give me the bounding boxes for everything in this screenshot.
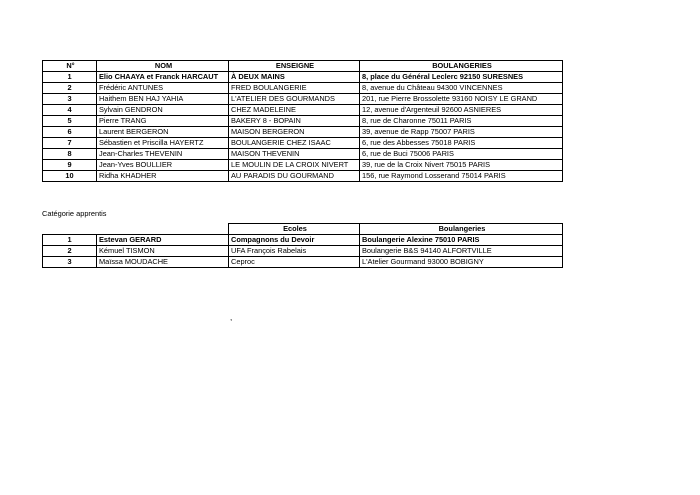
row-number: 3: [43, 257, 97, 268]
row-nom: Pierre TRANG: [97, 116, 229, 127]
row-boulangerie: 201, rue Pierre Brossolette 93160 NOISY LE GRAND: [360, 94, 563, 105]
header-nom: NOM: [97, 61, 229, 72]
row-boulangerie: L'Atelier Gourmand 93000 BOBIGNY: [360, 257, 563, 268]
row-number: 3: [43, 94, 97, 105]
header-boulangeries: BOULANGERIES: [360, 61, 563, 72]
row-ecole: Compagnons du Devoir: [229, 235, 360, 246]
table-row: [43, 138, 563, 149]
table-row: [43, 83, 563, 94]
row-boulangerie: 8, rue de Charonne 75011 PARIS: [360, 116, 563, 127]
header-boulangeries: Boulangeries: [360, 224, 563, 235]
table-row: [43, 235, 563, 246]
row-number: 2: [43, 83, 97, 94]
row-boulangerie: 39, avenue de Rapp 75007 PARIS: [360, 127, 563, 138]
row-enseigne: BOULANGERIE CHEZ ISAAC: [229, 138, 360, 149]
row-nom: Kémuel TISMON: [97, 246, 229, 257]
row-boulangerie: 6, rue de Buci 75006 PARIS: [360, 149, 563, 160]
row-boulangerie: 8, place du Général Leclerc 92150 SURESNES: [360, 72, 563, 83]
row-enseigne: MAISON THEVENIN: [229, 149, 360, 160]
row-boulangerie: 39, rue de la Croix Nivert 75015 PARIS: [360, 160, 563, 171]
row-boulangerie: 156, rue Raymond Losserand 75014 PARIS: [360, 171, 563, 182]
row-number: 5: [43, 116, 97, 127]
row-enseigne: FRED BOULANGERIE: [229, 83, 360, 94]
table-row: [43, 171, 563, 182]
row-nom: Sylvain GENDRON: [97, 105, 229, 116]
stray-mark: ,: [230, 313, 233, 322]
row-nom: Elio CHAAYA et Franck HARCAUT: [97, 72, 229, 83]
row-enseigne: MAISON BERGERON: [229, 127, 360, 138]
row-enseigne: CHEZ MADELEINE: [229, 105, 360, 116]
apprentis-table: [42, 223, 563, 268]
row-boulangerie: Boulangerie B&S 94140 ALFORTVILLE: [360, 246, 563, 257]
row-boulangerie: 8, avenue du Château 94300 VINCENNES: [360, 83, 563, 94]
row-nom: Estevan GERARD: [97, 235, 229, 246]
row-number: 1: [43, 72, 97, 83]
table-row: [43, 127, 563, 138]
table-row: [43, 246, 563, 257]
row-ecole: UFA François Rabelais: [229, 246, 360, 257]
row-number: 2: [43, 246, 97, 257]
row-boulangerie: 6, rue des Abbesses 75018 PARIS: [360, 138, 563, 149]
row-enseigne: L'ATELIER DES GOURMANDS: [229, 94, 360, 105]
row-ecole: Ceproc: [229, 257, 360, 268]
table-row: [43, 72, 563, 83]
row-number: 1: [43, 235, 97, 246]
row-nom: Laurent BERGERON: [97, 127, 229, 138]
winners-table: [42, 60, 563, 182]
row-nom: Ridha KHADHER: [97, 171, 229, 182]
row-nom: Jean-Yves BOULLIER: [97, 160, 229, 171]
table-row: [43, 116, 563, 127]
row-boulangerie: Boulangerie Alexine 75010 PARIS: [360, 235, 563, 246]
row-boulangerie: 12, avenue d'Argenteuil 92600 ASNIERES: [360, 105, 563, 116]
row-enseigne: À DEUX MAINS: [229, 72, 360, 83]
table-row: [43, 105, 563, 116]
row-number: 8: [43, 149, 97, 160]
row-enseigne: AU PARADIS DU GOURMAND: [229, 171, 360, 182]
header-blank: [97, 224, 229, 235]
table-row: [43, 149, 563, 160]
row-nom: Jean-Charles THEVENIN: [97, 149, 229, 160]
apprentis-category-label: Catégorie apprentis: [42, 209, 107, 218]
row-number: 9: [43, 160, 97, 171]
row-nom: Haithem BEN HAJ YAHIA: [97, 94, 229, 105]
table-header-row: [43, 61, 563, 72]
row-number: 7: [43, 138, 97, 149]
header-blank: [43, 224, 97, 235]
row-enseigne: LE MOULIN DE LA CROIX NIVERT: [229, 160, 360, 171]
row-number: 4: [43, 105, 97, 116]
header-enseigne: ENSEIGNE: [229, 61, 360, 72]
table-row: [43, 94, 563, 105]
row-nom: Frédéric ANTUNES: [97, 83, 229, 94]
header-ecoles: Ecoles: [229, 224, 360, 235]
row-nom: Maïssa MOUDACHE: [97, 257, 229, 268]
table-row: [43, 160, 563, 171]
table-row: [43, 257, 563, 268]
row-nom: Sébastien et Priscilla HAYERTZ: [97, 138, 229, 149]
header-number: N°: [43, 61, 97, 72]
row-enseigne: BAKERY 8 - BOPAIN: [229, 116, 360, 127]
row-number: 10: [43, 171, 97, 182]
row-number: 6: [43, 127, 97, 138]
table-header-row: [43, 224, 563, 235]
